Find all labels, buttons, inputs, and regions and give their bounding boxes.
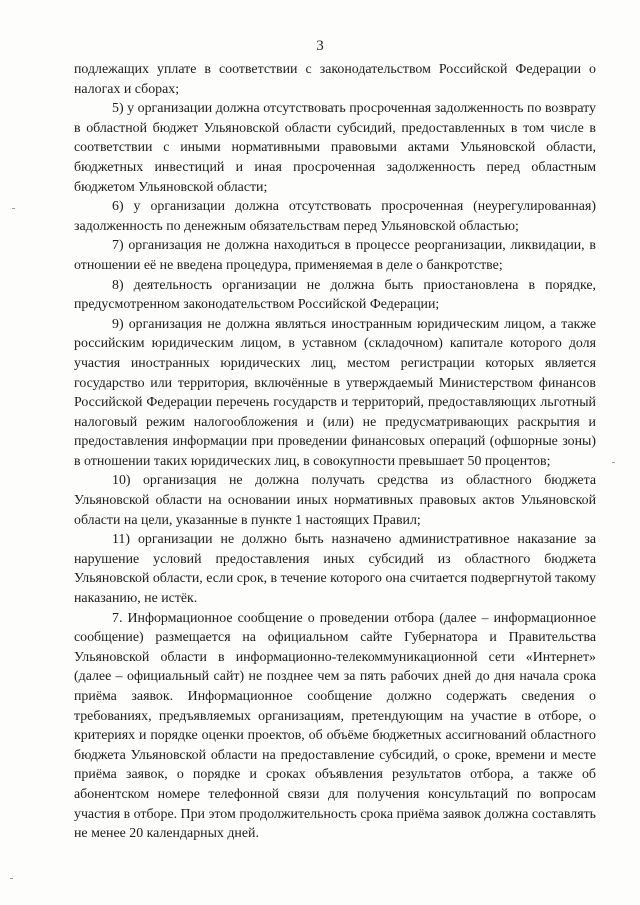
paragraph-item-6: 6) у организации должна отсутствовать просроченная (неурегулированная) задолженность по денежным обязательствам перед Ульяновской областью;	[74, 199, 596, 234]
scan-speck	[12, 208, 15, 209]
paragraph-item-10: 10) организация не должна получать средства из областного бюджета Ульяновской области на основании иных нормативных правовых актов Ульяновской области на цели, указанные в пункте 1 настоящих Правил;	[74, 473, 596, 528]
paragraph-section-7: 7. Информационное сообщение о проведении отбора (далее – информационное сообщение) размещается на официальном сайте Губернатора и Правительства Ульяновской области в информационно-телекоммуникационной сети «Интернет» (далее – официальный сайт) не позднее чем за пять рабочих дней до дня начала срока приёма заявок. Информационное сообщение должно содержать сведения о требованиях, предъявляемых организациям, претендующим на участие в отборе, о критериях и порядке оценки проектов, об объёме бюджетных ассигнований областного бюджета Ульяновской области на предоставление субсидий, о сроке, времени и месте приёма заявок, о порядке и сроках объявления результатов отбора, а также об абонентском номере телефонной связи для получения консультаций по вопросам участия в отборе. При этом продолжительность срока приёма заявок должна составлять не менее 20 календарных дней.	[74, 610, 596, 842]
paragraph-item-9: 9) организация не должна являться иностранным юридическим лицом, а также российским юридическим лицом, в уставном (складочном) капитале которого доля участия иностранных юридических лиц, местом регистрации которых является государство или территория, включённые в утверждаемый Министерством финансов Российской Федерации перечень государств и территорий, предоставляющих льготный налоговый режим налогообложения и (или) не предусматривающих раскрытия и предоставления информации при проведении финансовых операций (офшорные зоны) в отношении таких юридических лиц, в совокупности превышает 50 процентов;	[74, 316, 596, 469]
page-number: 3	[316, 38, 324, 54]
scan-speck	[612, 462, 615, 463]
paragraph-item-11: 11) организации не должно быть назначено административное наказание за нарушение условий предоставления иных субсидий из областного бюджета Ульяновской области, если срок, в течение которого она считается подвергнутой такому наказанию, не истёк.	[74, 532, 596, 607]
document-body	[74, 60, 596, 844]
paragraph-item-7: 7) организация не должна находиться в процессе реорганизации, ликвидации, в отношении её не введена процедура, применяемая в деле о банкротстве;	[74, 238, 596, 273]
scan-speck	[10, 878, 13, 879]
paragraph-continuation: подлежащих уплате в соответствии с законодательством Российской Федерации о налогах и сборах;	[74, 62, 596, 97]
paragraph-item-5: 5) у организации должна отсутствовать просроченная задолженность по возврату в областной бюджет Ульяновской области субсидий, предоставленных в том числе в соответствии с иными нормативными правовыми актами Ульяновской области, бюджетных инвестиций и иная просроченная задолженность перед областным бюджетом Ульяновской области;	[74, 101, 596, 195]
paragraph-item-8: 8) деятельность организации не должна быть приостановлена в порядке, предусмотренном законодательством Российской Федерации;	[74, 277, 596, 313]
